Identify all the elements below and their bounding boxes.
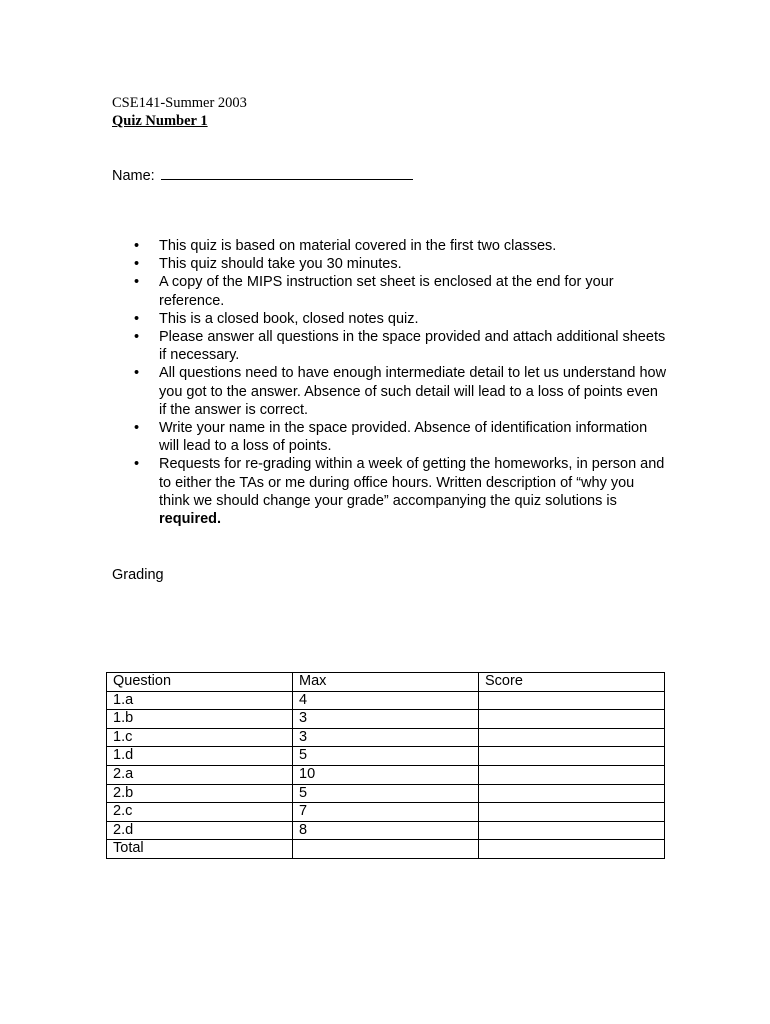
name-label: Name: (112, 168, 155, 184)
score-cell[interactable] (479, 840, 665, 859)
question-cell: 1.b (107, 710, 293, 729)
max-cell: 3 (293, 728, 479, 747)
question-cell: 1.a (107, 691, 293, 710)
column-header-question: Question (107, 673, 293, 692)
max-cell (293, 840, 479, 859)
score-cell[interactable] (479, 747, 665, 766)
instruction-item (134, 310, 667, 328)
table-row (107, 821, 665, 840)
instruction-item (134, 455, 667, 528)
score-cell[interactable] (479, 710, 665, 729)
instruction-item (134, 237, 667, 255)
question-cell: 2.d (107, 821, 293, 840)
grading-heading: Grading (112, 567, 164, 583)
instruction-item (134, 364, 667, 419)
table-row (107, 710, 665, 729)
score-cell[interactable] (479, 803, 665, 822)
question-cell: Total (107, 840, 293, 859)
score-cell[interactable] (479, 784, 665, 803)
bullet-icon: • (134, 238, 140, 254)
instruction-text: Requests for re-grading within a week of getting the homeworks, in person and to either the TAs or me during office hours. Written description of “why you think we should change your grade” accompanying the quiz solutions is (159, 456, 665, 509)
column-header-max: Max (293, 673, 479, 692)
question-cell: 1.c (107, 728, 293, 747)
table-row (107, 784, 665, 803)
table-row (107, 765, 665, 784)
instruction-item (134, 328, 667, 364)
score-cell[interactable] (479, 728, 665, 747)
max-cell: 8 (293, 821, 479, 840)
bullet-icon: • (134, 365, 140, 382)
quiz-title: Quiz Number 1 (112, 113, 208, 129)
question-cell: 2.b (107, 784, 293, 803)
instruction-item (134, 419, 667, 455)
instructions-list (134, 237, 667, 528)
score-cell[interactable] (479, 821, 665, 840)
bullet-icon: • (134, 274, 140, 291)
instruction-text: All questions need to have enough intermediate detail to let us understand how you got to the answer. Absence of such detail will lead to a loss of points even if the answer is correct. (159, 365, 667, 418)
instruction-emphasis: required. (159, 511, 222, 528)
table-row (107, 747, 665, 766)
instruction-text: A copy of the MIPS instruction set sheet is enclosed at the end for your reference. (159, 274, 614, 309)
question-cell: 2.c (107, 803, 293, 822)
instruction-text: This quiz is based on material covered in the first two classes. (159, 238, 557, 254)
bullet-icon: • (134, 329, 140, 346)
table-row (107, 691, 665, 710)
name-row (112, 165, 413, 185)
instruction-text: This quiz should take you 30 minutes. (159, 256, 402, 273)
bullet-icon: • (134, 256, 140, 273)
max-cell: 7 (293, 803, 479, 822)
max-cell: 10 (293, 765, 479, 784)
table-header-row (107, 673, 665, 692)
bullet-icon: • (134, 456, 140, 473)
bullet-icon: • (134, 420, 140, 437)
instruction-text: Please answer all questions in the space provided and attach additional sheets if necessary. (159, 329, 666, 364)
max-cell: 5 (293, 747, 479, 766)
table-row (107, 803, 665, 822)
bullet-icon: • (134, 310, 140, 327)
max-cell: 3 (293, 710, 479, 729)
score-cell[interactable] (479, 691, 665, 710)
course-title: CSE141-Summer 2003 (112, 95, 247, 111)
column-header-score: Score (479, 673, 665, 692)
max-cell: 4 (293, 691, 479, 710)
instruction-item (134, 255, 667, 273)
grading-table (106, 672, 665, 859)
question-cell: 2.a (107, 765, 293, 784)
instruction-text: This is a closed book, closed notes quiz. (159, 310, 419, 327)
score-cell[interactable] (479, 765, 665, 784)
instruction-item (134, 273, 667, 309)
table-row (107, 728, 665, 747)
instruction-text: Write your name in the space provided. Absence of identification information will lead to a loss of points. (159, 420, 648, 455)
table-row-total (107, 840, 665, 859)
max-cell: 5 (293, 784, 479, 803)
question-cell: 1.d (107, 747, 293, 766)
name-blank-line[interactable] (161, 165, 413, 180)
